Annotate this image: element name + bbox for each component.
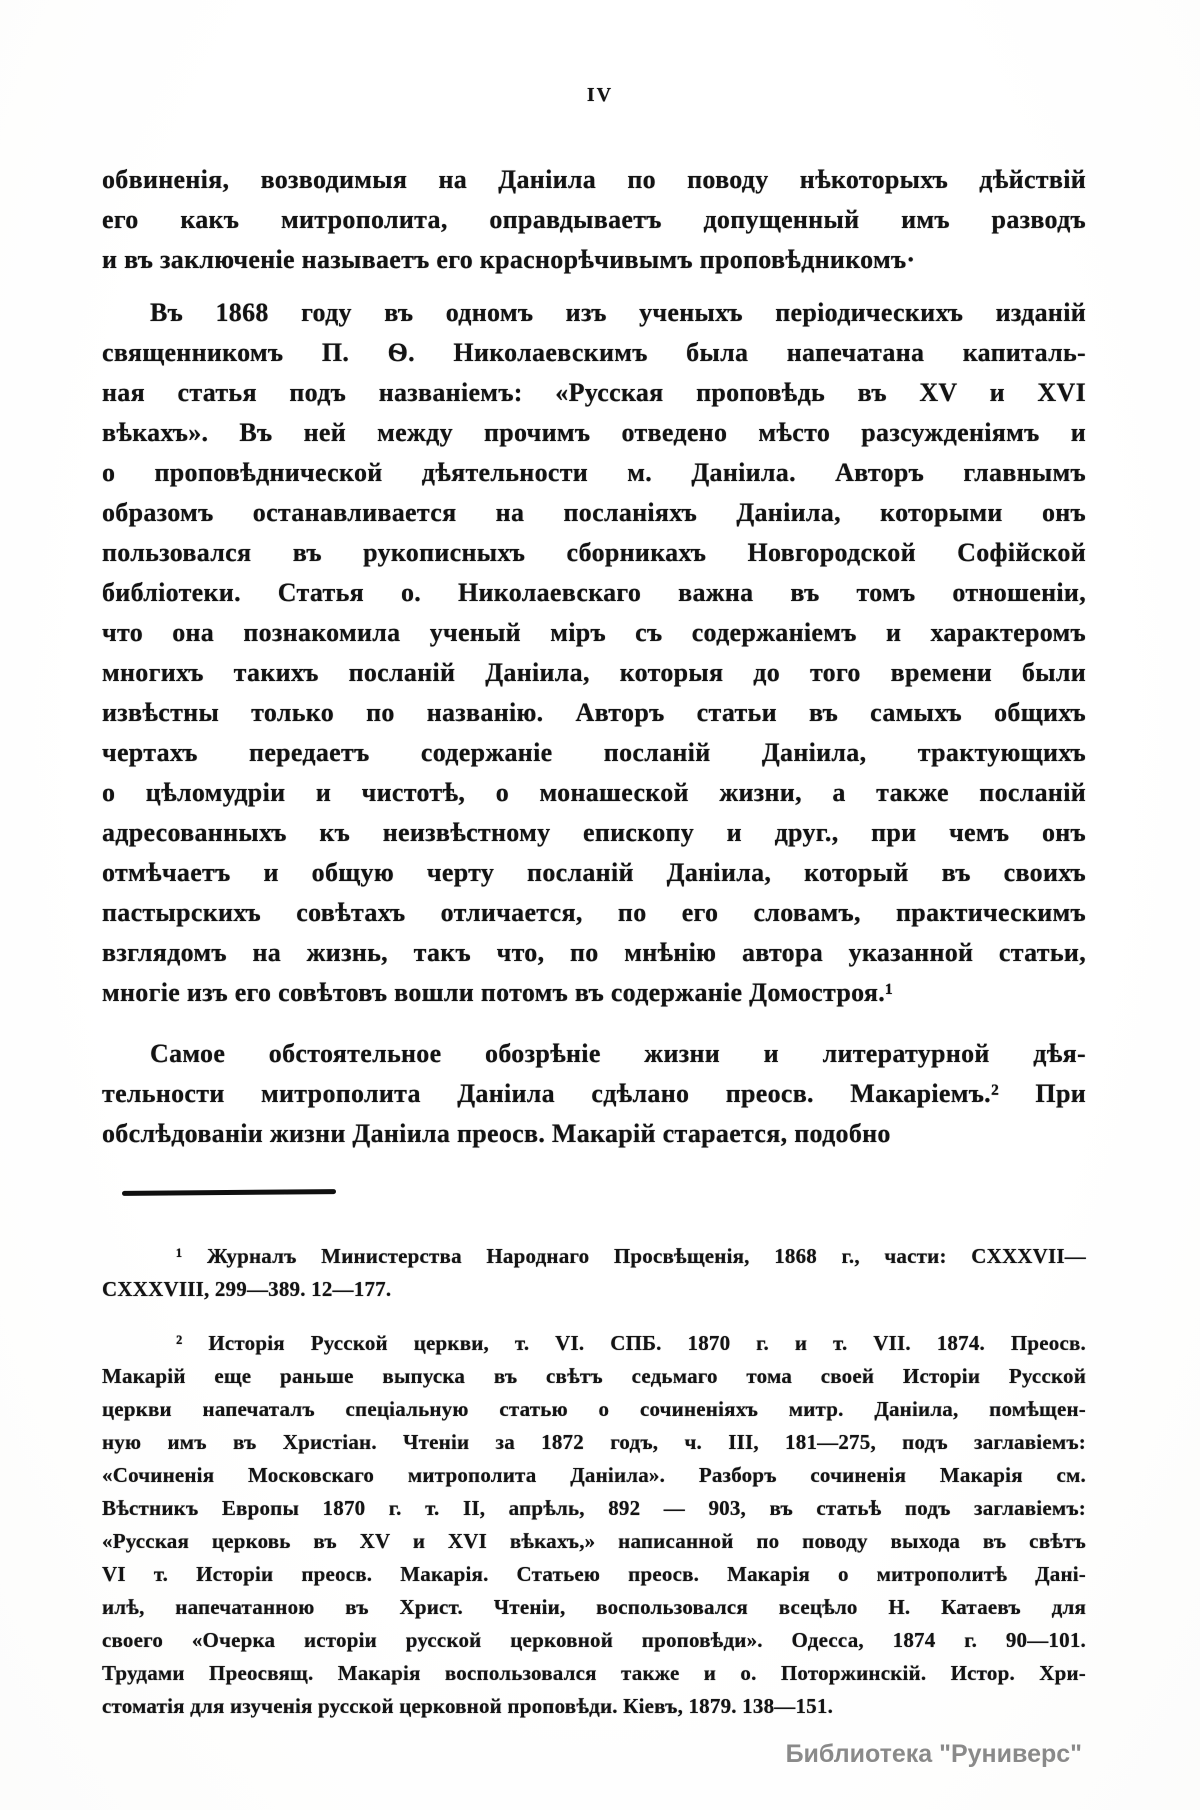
footnote-line: Макарій еще раньше выпуска въ свѣтъ седьмаго тома своей Исторіи Русской [102, 1364, 1086, 1388]
footnote-line: CXXXVIII, 299—389. 12—177. [102, 1277, 392, 1301]
footnote-line: «Русская церковь въ XV и XVI вѣкахъ,» написанной по поводу выхода въ свѣтъ [102, 1529, 1086, 1553]
footnote-line: «Сочиненія Московскаго митрополита Даніила». Разборъ сочиненія Макарія см. [102, 1463, 1086, 1487]
text-line: о цѣломудріи и чистотѣ, о монашеской жизни, а также посланій [102, 778, 1086, 807]
text-line: пользовался въ рукописныхъ сборникахъ Новгородской Софійской [102, 538, 1086, 567]
footnote-line: Вѣстникъ Европы 1870 г. т. II, апрѣль, 892 — 903, въ статьѣ подъ заглавіемъ: [102, 1496, 1086, 1520]
text-line: священникомъ П. Ѳ. Николаевскимъ была напечатана капиталь- [102, 338, 1086, 367]
paragraph-continuation [102, 160, 1086, 280]
footnote-line: VI т. Исторіи преосв. Макарія. Статьею преосв. Макарія о митрополитѣ Дані- [102, 1562, 1086, 1586]
text-line: вѣкахъ». Въ ней между прочимъ отведено мѣсто разсужденіямъ и [102, 418, 1086, 447]
footnote-separator-rule [122, 1189, 336, 1196]
footnote-line: своего «Очерка исторіи русской церковной проповѣди». Одесса, 1874 г. 90—101. [102, 1628, 1086, 1652]
text-line: взглядомъ на жизнь, такъ что, по мнѣнію автора указанной статьи, [102, 938, 1086, 967]
text-line: многихъ такихъ посланій Даніила, которыя до того времени были [102, 658, 1086, 687]
text-line: Въ 1868 году въ одномъ изъ ученыхъ періодическихъ изданій [150, 298, 1086, 327]
text-line: обслѣдованіи жизни Даніила преосв. Макарій старается, подобно [102, 1119, 891, 1148]
text-line: обвиненія, возводимыя на Даніила по поводу нѣкоторыхъ дѣйствій [102, 165, 1086, 194]
text-line: о проповѣднической дѣятельности м. Даніила. Авторъ главнымъ [102, 458, 1086, 487]
footnote-line: ² Исторія Русской церкви, т. VI. СПБ. 1870 г. и т. VII. 1874. Преосв. [176, 1331, 1086, 1355]
text-line: его какъ митрополита, оправдываетъ допущенный имъ разводъ [102, 205, 1086, 234]
footnote-line: церкви напечаталъ спеціальную статью о сочиненіяхъ митр. Даніила, помѣщен- [102, 1397, 1086, 1421]
library-watermark: Библиотека "Руниверс" [785, 1740, 1082, 1768]
text-line: адресованныхъ къ неизвѣстному епископу и друг., при чемъ онъ [102, 818, 1086, 847]
text-line: извѣстны только по названію. Авторъ статьи въ самыхъ общихъ [102, 698, 1086, 727]
text-line: что она познакомила ученый міръ съ содержаніемъ и характеромъ [102, 618, 1086, 647]
text-line: Самое обстоятельное обозрѣніе жизни и литературной дѣя- [150, 1039, 1086, 1068]
text-line: и въ заключеніе называетъ его краснорѣчивымъ проповѣдникомъ· [102, 245, 916, 274]
text-line: библіотеки. Статья о. Николаевскаго важна въ томъ отношеніи, [102, 578, 1086, 607]
text-line: многіе изъ его совѣтовъ вошли потомъ въ содержаніе Домостроя.¹ [102, 978, 894, 1007]
footnote-line: илѣ, напечатанною въ Христ. Чтеніи, воспользовался всецѣло Н. Катаевъ для [102, 1595, 1086, 1619]
text-line: ная статья подъ названіемъ: «Русская проповѣдь въ XV и XVI [102, 378, 1086, 407]
footnote-2 [102, 1327, 1086, 1723]
main-text-block [102, 160, 1086, 1154]
page-number: IV [586, 84, 614, 106]
paragraph-makariy-review [102, 1034, 1086, 1154]
text-line: тельности митрополита Даніила сдѣлано преосв. Макаріемъ.² При [102, 1079, 1086, 1108]
footnote-line: стоматія для изученія русской церковной проповѣди. Кіевъ, 1879. 138—151. [102, 1694, 834, 1718]
text-line: чертахъ передаетъ содержаніе посланій Даніила, трактующихъ [102, 738, 1086, 767]
footnote-line: Трудами Преосвящ. Макарія воспользовался также и о. Поторжинскій. Истор. Хри- [102, 1661, 1086, 1685]
footnote-line: ную имъ въ Христіан. Чтеніи за 1872 годъ, ч. III, 181—275, подъ заглавіемъ: [102, 1430, 1086, 1454]
footnote-line: ¹ Журналъ Министерства Народнаго Просвѣщенія, 1868 г., части: CXXXVII— [176, 1244, 1086, 1268]
text-line: отмѣчаетъ и общую черту посланій Даніила, который въ своихъ [102, 858, 1086, 887]
paragraph-nikolaevsky-article [102, 293, 1086, 1013]
text-line: образомъ останавливается на посланіяхъ Даніила, которыми онъ [102, 498, 1086, 527]
footnote-1 [102, 1240, 1086, 1306]
text-line: пастырскихъ совѣтахъ отличается, по его словамъ, практическимъ [102, 898, 1086, 927]
